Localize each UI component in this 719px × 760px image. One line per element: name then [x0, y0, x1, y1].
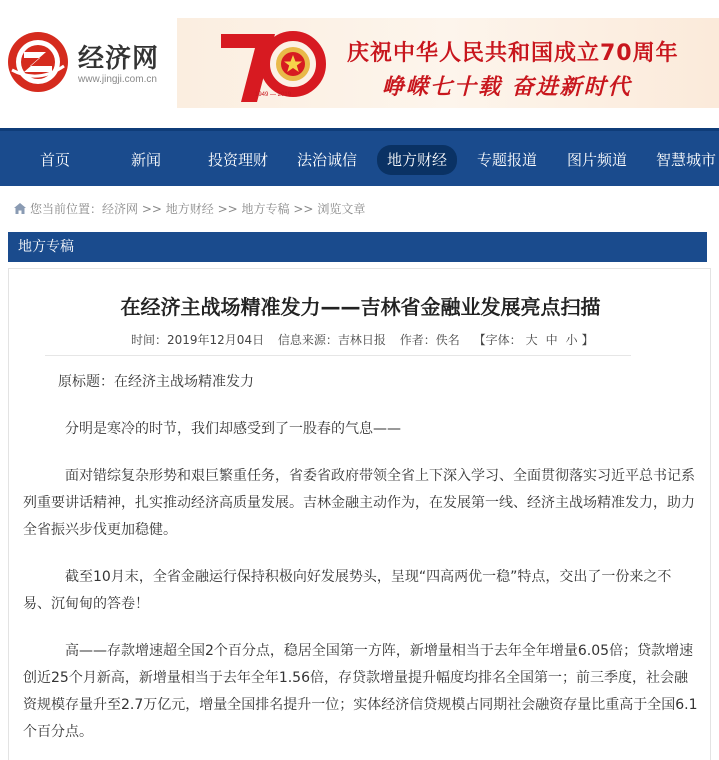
article-source: 信息来源：吉林日报: [277, 333, 386, 347]
breadcrumb-separator: >>: [138, 202, 166, 216]
font-size-large-link[interactable]: 大: [525, 333, 538, 347]
nav-item-photos[interactable]: 图片频道: [567, 151, 628, 169]
nav-item-home[interactable]: 首页: [40, 151, 71, 169]
breadcrumb: [0, 186, 719, 230]
banner-slogan: 峥嵘七十载 奋进新时代: [382, 75, 632, 100]
home-icon: [14, 203, 26, 214]
article: [8, 268, 711, 760]
site-url: www.jingji.com.cn: [78, 74, 157, 85]
font-size-controls: [474, 333, 594, 347]
font-size-label: 【字体：: [473, 333, 522, 347]
breadcrumb-separator: >>: [213, 202, 242, 216]
breadcrumb-prefix: 您当前位置：: [30, 202, 103, 216]
font-size-medium-link[interactable]: 中: [545, 333, 558, 347]
nav-item-local-finance[interactable]: 地方财经: [377, 145, 457, 175]
article-paragraph: 面对错综复杂形势和艰巨繁重任务，省委省政府带领全省上下深入学习、全面贯彻落实习近平总书记系列重要讲话精神，扎实推动经济高质量发展。吉林金融主动作为，在发展第一线、经济主战场精准发力，助力全省振兴步伐更加稳健。: [23, 468, 695, 538]
banner-years: 1949 — 2019: [255, 92, 292, 98]
section-title: 地方专稿: [8, 232, 707, 262]
breadcrumb-local-special[interactable]: 地方专稿: [241, 202, 290, 216]
anniversary-banner[interactable]: [177, 18, 719, 108]
article-paragraph: 截至10月末，全省金融运行保持积极向好发展势头，呈现“四高两优一稳”特点，交出了一份来之不易、沉甸甸的答卷！: [23, 569, 672, 612]
breadcrumb-separator: >>: [289, 202, 318, 216]
font-size-small-link[interactable]: 小: [565, 333, 578, 347]
nav-item-news[interactable]: 新闻: [131, 151, 162, 169]
site-name: 经济网: [78, 44, 160, 74]
nav-item-smart-city[interactable]: 智慧城市: [656, 151, 717, 169]
article-paragraph: 分明是寒冷的时节，我们却感受到了一股春的气息——: [65, 421, 401, 437]
nav-item-law[interactable]: 法治诚信: [297, 151, 358, 169]
banner-headline: 庆祝中华人民共和国成立70周年: [347, 41, 679, 66]
breadcrumb-current: 浏览文章: [317, 202, 366, 216]
site-header: [0, 0, 719, 128]
article-body: [23, 369, 699, 760]
nav-item-special[interactable]: 专题报道: [477, 151, 538, 169]
article-author: 作者：佚名: [399, 333, 460, 347]
main-nav: [0, 128, 719, 186]
nav-item-investment[interactable]: 投资理财: [208, 151, 269, 169]
breadcrumb-home[interactable]: 经济网: [102, 202, 139, 216]
article-title: 在经济主战场精准发力——吉林省金融业发展亮点扫描: [120, 295, 601, 319]
article-paragraph: 原标题：在经济主战场精准发力: [58, 374, 254, 390]
article-meta: [131, 331, 604, 348]
site-logo[interactable]: [6, 30, 176, 100]
meta-divider: [45, 355, 631, 356]
logo-mark-icon: [6, 30, 70, 94]
font-size-close: 】: [581, 333, 594, 347]
breadcrumb-local-finance[interactable]: 地方财经: [165, 202, 214, 216]
article-paragraph: 高——存款增速超全国2个百分点，稳居全国第一方阵，新增量相当于去年全年增量6.05倍；贷款增速创近25个月新高，新增量相当于去年全年1.56倍，存贷款增量提升幅度均排名全国第一；前三季度，社会融资规模存量升至2.7万亿元，增量全国排名提升一位；实体经济信贷规模占同期社会融资存量比重高于全国6.1个百分点。: [23, 643, 698, 740]
article-time: 时间：2019年12月04日: [131, 333, 265, 347]
